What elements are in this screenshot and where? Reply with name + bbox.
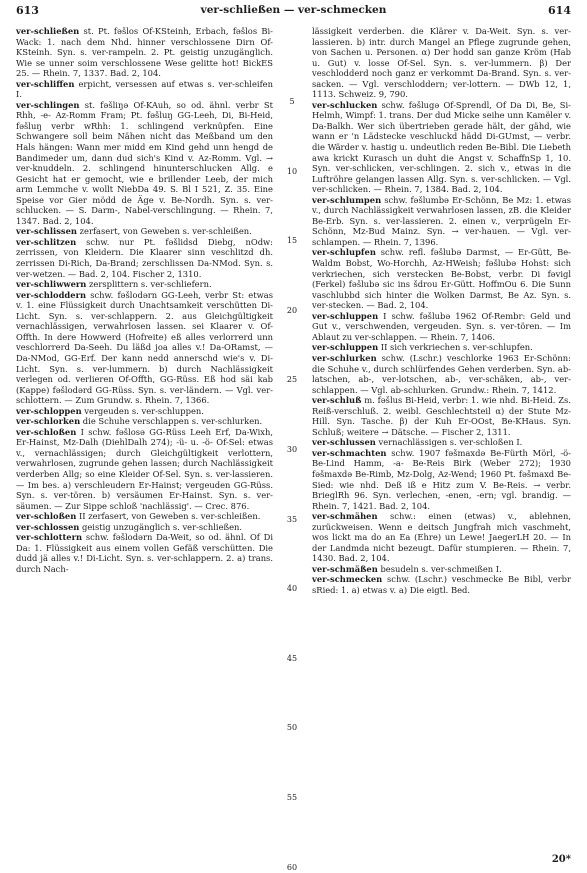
dictionary-entry <box>312 564 571 575</box>
dictionary-entry <box>16 532 273 574</box>
dictionary-entry <box>16 279 273 290</box>
dictionary-entry <box>16 26 273 79</box>
dictionary-entry <box>16 237 273 279</box>
dictionary-entry <box>16 511 273 522</box>
dictionary-entry <box>312 395 571 437</box>
entry-headword: ver-schlumpen <box>312 194 382 205</box>
entry-headword: ver-schloßen <box>16 511 77 522</box>
entry-headword: ver-schlingen <box>16 99 80 110</box>
line-number: 20 <box>286 305 298 315</box>
entry-headword: ver-schlossen <box>16 521 80 532</box>
entry-text: st. Pt. fəšlos Of-KSteinh, Erbach, fəšlos Bi-Wack: 1. nach dem Nhd. hinner verschlossene Dirn Of-KSteinh. Syn. s. ver-rampeln. 2. Pt. geistig unzugänglich. Wie se unner soim verschlossene Wese gelitte hot! BickES 25. — Rhein. 7, 1337. Bad. 2, 104. <box>16 26 273 79</box>
entry-headword: ver-schmachten <box>312 447 387 458</box>
dictionary-entry <box>312 100 571 195</box>
entry-headword: ver-schloßen <box>16 426 77 437</box>
entry-text: geistig unzugänglich s. ver-schließen. <box>79 521 243 532</box>
line-number: 15 <box>286 236 298 246</box>
entry-text: vergeuden s. ver-schluppen. <box>81 405 204 416</box>
entry-text: schw. nur Pt. fəšlidsd Diebg, nOdw: zerrissen, von Kleidern. Die Klaarer sinn veschlitzd dh. zerrissen Di-Rich, Da-Brand; zerschlissen Da-NMod. Syn. s. ver-wetzen. — Bad. 2, 104. Fischer 2, 1310. <box>16 236 273 279</box>
dictionary-entry <box>16 522 273 533</box>
entry-text: II zerfasert, von Geweben s. ver-schleißen. <box>76 511 261 522</box>
entry-headword: ver-schlitzen <box>16 236 77 247</box>
entry-headword: ver-schmähen <box>312 511 378 522</box>
entry-headword: ver-schluß <box>312 395 362 406</box>
entry-text: erpicht, versessen auf etwas s. ver-schleifen I. <box>16 78 273 100</box>
dictionary-entry <box>312 26 571 100</box>
dictionary-entry <box>16 226 273 237</box>
entry-text: zersplittern s. ver-schliefern. <box>86 279 212 290</box>
entry-headword: ver-schlurken <box>312 352 377 363</box>
dictionary-entry <box>16 427 273 511</box>
entry-headword: ver-schließen <box>16 26 80 36</box>
entry-text: schw. refl. fəšlubə Darmst, — Er-Gütt, Be-Waldm Bobst, Wo-Horchh, Az-HWeish; fəšlubə Hohst: sich verkriechen, sich verstecken Be-Bobst, verbr. Di fəvigl (Ferkel) fəšlubə sic ins šdrou Er-Gütt. HoffmOu 6. Die Sunn vaschlubbd sich hinter die Wolken Darmst, Be Az. Syn. s. ver-stecken. — Bad. 2, 104. <box>312 247 571 311</box>
dictionary-entry <box>16 79 273 100</box>
entry-headword: ver-schlorken <box>16 416 81 427</box>
entry-text: schw. (Lschr.) veschlorke 1963 Er-Schönn: die Schuhe v., durch schlürfendes Gehen verderben. Syn. ab-latschen, ab-, ver-lotschen, ab-, ver-schäken, ab-, ver-schlappen. — Vgl. ab-schlurken. Grundw.: Rhein. 7, 1412. <box>312 352 571 395</box>
entry-text: m. fəšlus Bi-Heid, verbr: 1. wie nhd. Bi-Heid. Zs. Reiß-verschluß. 2. weibl. Geschlechtsteil α) der Stute Mz-Hill. Syn. Tasche. β) der Kuh Er-OOst, Be-KHaus. Syn. Schluß; weitere → Dätsche. — Fischer 2, 1311. <box>312 395 571 437</box>
entry-headword: ver-schliffen <box>16 78 75 89</box>
entry-text: schw. fəšlumbə Er-Schönn, Be Mz: 1. etwas v., durch Nachlässigkeit verwahrlosen lassen, zB. die Kleider Be-Erb. Syn. s. ver-lassieren. 2. einen v., verprügeln Er-Schönn, Mz-Bud Mainz. Syn. → ver-hauen. — Vgl. ver-schlampen. — Rhein. 7, 1396. <box>312 194 571 247</box>
line-number: 25 <box>286 375 298 385</box>
line-number: 50 <box>286 723 298 733</box>
entry-text: lässigkeit verderben. die Klärer v. Da-Weit. Syn. s. ver-lassieren. b) intr. durch Mangel an Pflege zugrunde gehen, von Sachen u. Personen. α) Der hodd san ganze Kröm (Hab u. Gut) v. losse Of-Sel. Syn. s. ver-lummern. β) Der veschlodderd noch ganz er verkommt Da-Brand. Syn. s. ver-sacken. — Vgl. verschloddern; ver-lottern. — DWb 12, 1, 1113. Schweiz. 9, 790. <box>312 26 571 100</box>
entry-text: schw.: einen (etwas) v., ablehnen, zurückweisen. Wenn e deitsch Jungfrah mich vaschmeht, wos lickt ma do an Ea (Ehre) un Lewe! JaegerLH 20. — In der Landmda nicht bezeugt. Dafür stumpieren. — Rhein. 7, 1430. Bad. 2, 104. <box>312 511 571 564</box>
entry-headword: ver-schloppen <box>16 405 82 416</box>
entry-text: schw. 1907 fəšmaxdə Be-Fürth Mörl, -ö- Be-Lind Hamm, -a- Be-Reis Birk (Weber 272); 1930 fəšmaxdə Be-Rimb, Mz-Dolg, Az-Wend; 1960 Pt. fəšmaxd Be-Sied: wie nhd. Deß iß e Hitz zum V. Be-Reis. → verbr. BrieglRh 96. Syn. verlechen, -enen, -ern; vgl. brandig. — Rhein. 7, 1421. Bad. 2, 104. <box>312 447 571 511</box>
entry-headword: ver-schlussen <box>312 437 376 448</box>
entry-headword: ver-schlupfen <box>312 247 376 258</box>
entry-text: st. fəšliŋə Of-KAuh, so od. ähnl. verbr St Rhh, -e- Az-Romm Fram; Pt. fəšluŋ GG-Leeh, Di, Bi-Heid, fəšluŋ verbr wRhh: 1. schlingend verknüpfen. Eine Schwangere soll beim Nähen nicht das Meßband um den Hals hängen: Wann mer midd em Kind gehd unn hengd de Bandimeder um, dann dud sich's Kind v. Az-Romm. Vgl. → ver-knuddeln. 2. schlingend hinunterschlucken Allg. e Gesicht hat er gemocht, wie e brillender Leeb, der mich arm Lemmche v. wollt NiebDa 49. S. Bl I 521, Z. 35. Eine Speise vor Gier mödd de Äge v. Be-Nordh. Syn. s. ver-schlucken. — S. Darm-, Nabel-verschlingung. — Rhein. 7, 1347. Bad. 2, 104. <box>16 99 273 226</box>
page-header <box>16 4 571 20</box>
line-number: 60 <box>286 862 298 872</box>
entry-text: die Schuhe verschlappen s. ver-schlurken. <box>80 416 263 427</box>
entry-text: schw. fəšlugə Of-Sprendl, Of Da Di, Be, Si-Helmh, Wimpf: 1. trans. Der dud Micke seihe unn Kamëler v. Da-Balkh. Wer sich übertrieben gerade hält, der gähd, wie wann er 'n Lädstecke veschluckd hädd Di-GUmst, — verbr. die Wärder v. hastig u. undeutlich reden Be-Bibl. Die Liebeth awa krickt Kurasch un duht die Angst v. SchaffnSp 1, 10. Syn. ver-schlicken, ver-schlingen. 2. sich v., etwas in die Luftröhre gelangen lassen Allg. Syn. s. ver-schlicken. — Vgl. ver-schlicken. — Rhein. 7, 1384. Bad. 2, 104. <box>312 99 571 195</box>
entry-headword: ver-schliwwern <box>16 279 87 290</box>
entry-text: schw. (Lschr.) veschmecke Be Bibl, verbr sRied: 1. a) etwas v. a) Die eigtl. Bed. <box>312 574 571 595</box>
page-number-right: 614 <box>548 4 571 17</box>
entry-text: II sich verkriechen s. ver-schlupfen. <box>378 342 533 353</box>
entry-text: besudeln s. ver-schmeißen I. <box>377 563 502 574</box>
dictionary-entry <box>312 437 571 448</box>
line-number: 55 <box>286 793 298 802</box>
dictionary-entry <box>312 511 571 564</box>
dictionary-entry <box>16 290 273 406</box>
entry-headword: ver-schlucken <box>312 99 378 110</box>
running-title: ver-schließen — ver-schmecken <box>200 4 387 16</box>
entry-headword: ver-schmäßen <box>312 563 378 574</box>
sheet-signature: 20* <box>551 854 571 865</box>
entry-text: I schw. fəšlosə GG-Rüss Leeh Erf, Da-Wixh, Er-Hainst, Mz-Dalh (DiehlDalh 274); -ü- u. -ö- Of-Sel: etwas v., vernachlässigen; durch Gleichgültigkeit verlottern, verwahrlosen, zugrunde gehen lassen; durch Nachlässigkeit verderben Allg; so eine Kleider Of-Sel. Syn. s. ver-lassieren. — Im bes. a) verschleudern Er-Hainst; vergeuden GG-Rüss. Syn. s. ver-tören. b) versäumen Er-Hainst. Syn. s. ver-säumen. — Zur Sippe schloß 'nachlässig'. — Crec. 876. <box>16 426 273 511</box>
dictionary-entry <box>312 574 571 595</box>
dictionary-entry <box>312 353 571 395</box>
line-number: 10 <box>286 166 298 176</box>
dictionary-entry <box>312 448 571 511</box>
dictionary-entry <box>16 406 273 417</box>
entry-headword: ver-schloddern <box>16 289 87 300</box>
dictionary-entry <box>16 100 273 227</box>
page-number-left: 613 <box>16 4 39 17</box>
left-column <box>16 26 273 574</box>
entry-headword: ver-schmecken <box>312 574 383 585</box>
entry-text: schw. fəšlodərn GG-Leeh, verbr St: etwas v. 1. eine Flüssigkeit durch Unachtsamkeit verschütten Di-Licht. Syn. s. ver-schlappern. 2. aus Gleichgültigkeit vernachlässigen, verwahrlosen lassen. sei Klaarer v. Of-Offth. In dere Howwerd (Hofreite) eß alles verlorrerd unn veschlorrerd Da-Seeh. Du läßd joa alles v.! Da-ORamst, — Da-NMod, GG-Erf. Der kann nedd annerschd wie's v. Di-Licht. Syn. s. ver-lummern. b) durch Nachlässigkeit verlegen od. verlieren Of-Offth, GG-Rüss. Eß hod säi kab (Kappe) fəšlodərd GG-Rüss. Syn. s. ver-ländern. — Vgl. ver-schlottern. — Zum Grundw. s. Rhein. 7, 1366. <box>16 289 273 406</box>
line-number: 40 <box>286 584 298 594</box>
line-number: 5 <box>289 97 295 106</box>
entry-text: I schw. fəšlubə 1962 Of-Rembr: Geld und Gut v., verschwenden, vergeuden. Syn. s. ver-tören. — Im Ablaut zu ver-schlappen. — Rhein. 7, 1406. <box>312 310 571 342</box>
entry-headword: ver-schluppen <box>312 342 379 353</box>
entry-headword: ver-schlottern <box>16 532 83 543</box>
dictionary-entry <box>312 195 571 248</box>
entry-headword: ver-schlissen <box>16 226 77 237</box>
entry-headword: ver-schluppen <box>312 310 379 321</box>
line-number: 30 <box>286 445 298 454</box>
dictionary-entry <box>312 342 571 353</box>
dictionary-entry <box>312 247 571 310</box>
line-number: 45 <box>286 653 298 663</box>
entry-text: schw. fəšlodərn Da-Weit, so od. ähnl. Of Di Da: 1. Flüssigkeit aus einem vollen Gefäß verschütten. Die dudd jä alles v.! Di-Licht. Syn. s. ver-schlappern. 2. a) trans. durch Nach- <box>16 532 273 574</box>
dictionary-entry <box>312 311 571 343</box>
entry-text: zerfasert, von Geweben s. ver-schleißen. <box>76 226 252 237</box>
dictionary-entry <box>16 416 273 427</box>
line-number: 35 <box>286 514 298 524</box>
right-column <box>312 26 571 596</box>
entry-text: vernachlässigen s. ver-schloßen I. <box>375 437 523 448</box>
